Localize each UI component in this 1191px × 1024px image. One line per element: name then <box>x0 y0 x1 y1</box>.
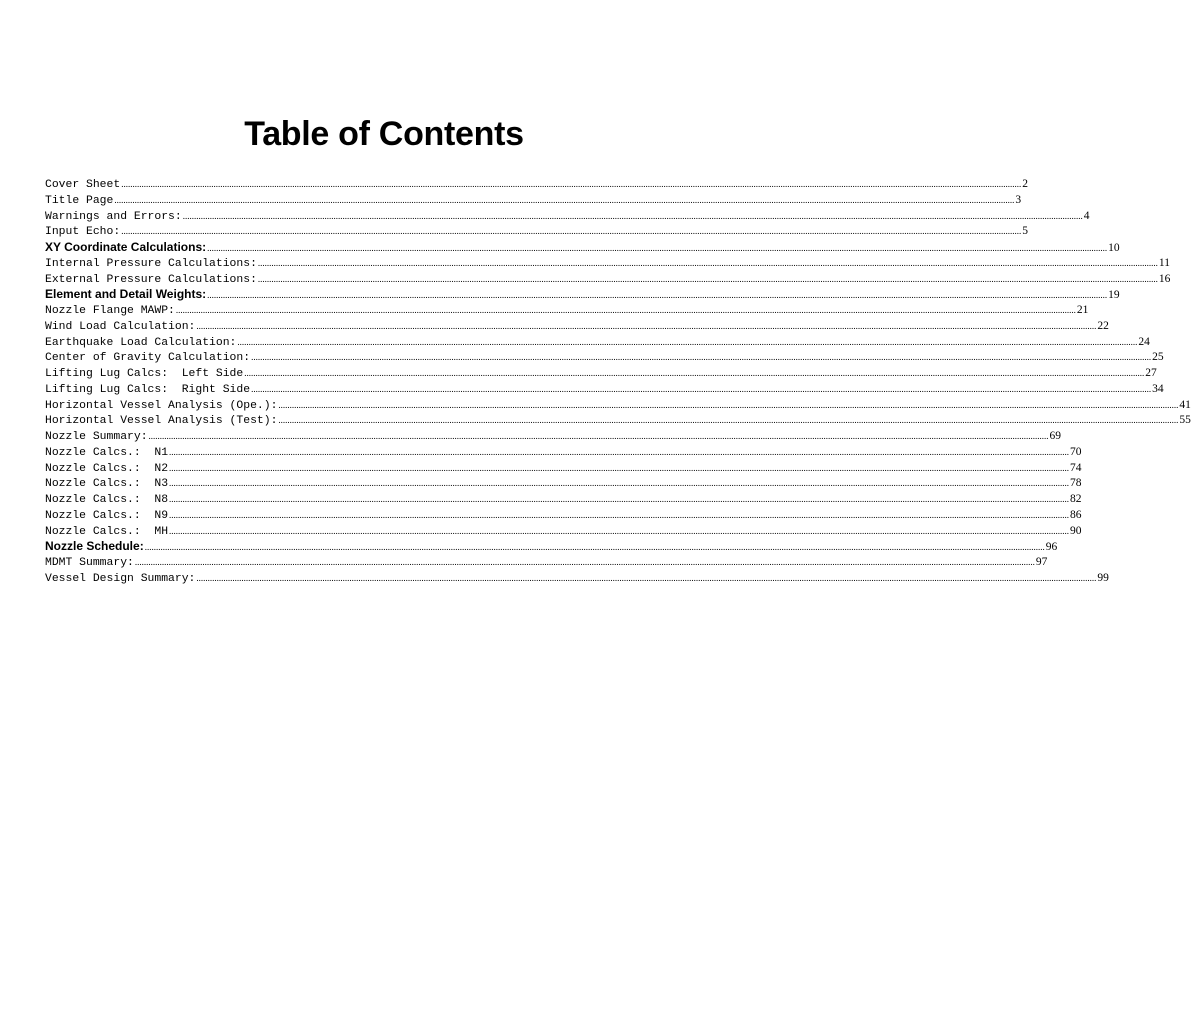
toc-entry-page-number: 25 <box>1152 351 1164 364</box>
toc-dot-leader: ................................................................................................................................................................................................................................................................................................................................................................................................................ <box>169 446 1070 457</box>
toc-entry[interactable] <box>45 350 1164 366</box>
toc-entry-page-number: 69 <box>1049 430 1062 442</box>
toc-dot-leader: ................................................................................................................................................................................................................................................................................................................................................................................................................ <box>169 525 1070 536</box>
toc-entry-page-number: 86 <box>1070 508 1082 521</box>
toc-dot-leader: ................................................................................................................................................................................................................................................................................................................................................................................................................ <box>169 478 1070 489</box>
toc-entry-page-number: 34 <box>1152 382 1164 395</box>
page-title: Table of Contents <box>244 114 524 153</box>
toc-entry-page-number: 10 <box>1108 242 1120 254</box>
toc-entry-label: Cover Sheet <box>45 179 121 191</box>
toc-entry[interactable] <box>45 287 1120 303</box>
toc-entry[interactable] <box>45 177 1028 193</box>
toc-entry-page-number: 16 <box>1158 272 1171 285</box>
toc-entry-page-number: 21 <box>1076 304 1089 316</box>
toc-entry[interactable] <box>45 193 1022 209</box>
toc-dot-leader: ................................................................................................................................................................................................................................................................................................................................................................................................................ <box>251 383 1152 394</box>
toc-entry[interactable] <box>45 524 1082 540</box>
toc-entry[interactable] <box>45 539 1058 555</box>
toc-entry-label: Horizontal Vessel Analysis (Ope.): <box>45 399 278 412</box>
toc-entry-label: Lifting Lug Calcs: Right Side <box>45 383 251 396</box>
toc-entry-label: Lifting Lug Calcs: Left Side <box>45 368 244 380</box>
toc-entry-label: Warnings and Errors: <box>45 210 182 223</box>
toc-entry-page-number: 70 <box>1070 445 1082 458</box>
toc-dot-leader: ................................................................................................................................................................................................................................................................................................................................................................................................................ <box>207 290 1108 301</box>
toc-dot-leader: ................................................................................................................................................................................................................................................................................................................................................................................................................ <box>278 415 1179 426</box>
toc-entry-page-number: 96 <box>1045 541 1058 554</box>
toc-dot-leader: ................................................................................................................................................................................................................................................................................................................................................................................................................ <box>114 194 1015 205</box>
toc-dot-leader: ................................................................................................................................................................................................................................................................................................................................................................................................................ <box>207 243 1108 253</box>
toc-entry-label: Title Page <box>45 194 114 207</box>
toc-dot-leader: ................................................................................................................................................................................................................................................................................................................................................................................................................ <box>169 462 1070 473</box>
toc-entry-label: Nozzle Calcs.: N1 <box>45 446 169 459</box>
toc-dot-leader: ................................................................................................................................................................................................................................................................................................................................................................................................................ <box>257 273 1158 284</box>
toc-entry[interactable] <box>45 272 1171 288</box>
toc-entry-page-number: 90 <box>1070 524 1082 537</box>
toc-dot-leader: ................................................................................................................................................................................................................................................................................................................................................................................................................ <box>237 336 1138 347</box>
toc-entry-label: Nozzle Flange MAWP: <box>45 305 175 317</box>
toc-entry-label: Center of Gravity Calculation: <box>45 352 251 365</box>
toc-dot-leader: ................................................................................................................................................................................................................................................................................................................................................................................................................ <box>278 399 1179 410</box>
toc-dot-leader: ................................................................................................................................................................................................................................................................................................................................................................................................................ <box>169 509 1070 520</box>
toc-entry-page-number: 74 <box>1070 461 1082 474</box>
toc-entry-label: Nozzle Calcs.: N8 <box>45 494 169 506</box>
toc-entry[interactable] <box>45 413 1191 429</box>
toc-entry-label: MDMT Summary: <box>45 557 134 569</box>
toc-dot-leader: ................................................................................................................................................................................................................................................................................................................................................................................................................ <box>144 542 1045 553</box>
toc-entry-label: Nozzle Schedule: <box>45 539 144 554</box>
toc-entry[interactable] <box>45 476 1082 492</box>
toc-entry-label: Element and Detail Weights: <box>45 287 207 302</box>
toc-entry[interactable] <box>45 555 1048 571</box>
toc-entry-page-number: 27 <box>1145 367 1157 379</box>
toc-entry-label: Vessel Design Summary: <box>45 572 196 585</box>
toc-dot-leader: ................................................................................................................................................................................................................................................................................................................................................................................................................ <box>121 179 1022 189</box>
toc-list <box>45 177 1191 587</box>
toc-dot-leader: ................................................................................................................................................................................................................................................................................................................................................................................................................ <box>196 320 1097 331</box>
toc-entry-label: External Pressure Calculations: <box>45 273 257 286</box>
toc-entry[interactable] <box>45 209 1090 225</box>
toc-entry[interactable] <box>45 445 1082 461</box>
toc-entry[interactable] <box>45 429 1062 445</box>
toc-entry[interactable] <box>45 382 1164 398</box>
toc-entry-label: Horizontal Vessel Analysis (Test): <box>45 415 278 428</box>
toc-entry-label: Nozzle Calcs.: N3 <box>45 478 169 491</box>
toc-entry[interactable] <box>45 240 1120 256</box>
toc-entry-page-number: 11 <box>1158 256 1170 269</box>
toc-dot-leader: ................................................................................................................................................................................................................................................................................................................................................................................................................ <box>175 305 1076 315</box>
toc-dot-leader: ................................................................................................................................................................................................................................................................................................................................................................................................................ <box>257 257 1158 268</box>
toc-dot-leader: ................................................................................................................................................................................................................................................................................................................................................................................................................ <box>196 572 1097 583</box>
toc-entry-label: Input Echo: <box>45 226 121 239</box>
toc-entry[interactable] <box>45 492 1082 508</box>
toc-entry-page-number: 22 <box>1097 319 1109 332</box>
toc-entry-label: Nozzle Calcs.: MH <box>45 525 169 538</box>
toc-entry-page-number: 55 <box>1179 414 1191 427</box>
toc-entry[interactable] <box>45 303 1089 319</box>
toc-dot-leader: ................................................................................................................................................................................................................................................................................................................................................................................................................ <box>121 226 1022 237</box>
toc-entry-label: Internal Pressure Calculations: <box>45 257 257 270</box>
toc-entry-label: Wind Load Calculation: <box>45 320 196 333</box>
toc-entry-page-number: 2 <box>1022 178 1028 190</box>
toc-entry-label: Nozzle Calcs.: N9 <box>45 509 169 522</box>
toc-entry-page-number: 97 <box>1035 556 1048 568</box>
toc-entry[interactable] <box>45 256 1170 272</box>
toc-entry[interactable] <box>45 319 1109 335</box>
toc-dot-leader: ................................................................................................................................................................................................................................................................................................................................................................................................................ <box>182 210 1083 221</box>
toc-entry[interactable] <box>45 461 1082 477</box>
toc-entry-page-number: 78 <box>1070 477 1082 490</box>
toc-dot-leader: ................................................................................................................................................................................................................................................................................................................................................................................................................ <box>251 352 1152 363</box>
toc-entry-page-number: 99 <box>1097 571 1109 584</box>
toc-entry-page-number: 4 <box>1083 209 1090 222</box>
toc-entry-page-number: 5 <box>1022 225 1028 238</box>
toc-dot-leader: ................................................................................................................................................................................................................................................................................................................................................................................................................ <box>169 494 1070 504</box>
toc-entry-label: Earthquake Load Calculation: <box>45 336 237 349</box>
toc-entry-page-number: 3 <box>1015 193 1022 206</box>
toc-dot-leader: ................................................................................................................................................................................................................................................................................................................................................................................................................ <box>148 431 1049 441</box>
toc-entry[interactable] <box>45 571 1109 587</box>
toc-entry[interactable] <box>45 398 1191 414</box>
toc-entry-page-number: 82 <box>1070 493 1082 505</box>
toc-entry[interactable] <box>45 335 1150 351</box>
toc-entry-label: Nozzle Summary: <box>45 431 148 443</box>
toc-entry-page-number: 24 <box>1138 335 1150 348</box>
toc-dot-leader: ................................................................................................................................................................................................................................................................................................................................................................................................................ <box>134 557 1035 567</box>
toc-entry-page-number: 41 <box>1179 398 1191 411</box>
toc-entry-page-number: 19 <box>1108 289 1120 302</box>
toc-dot-leader: ................................................................................................................................................................................................................................................................................................................................................................................................................ <box>244 368 1145 378</box>
toc-entry-label: Nozzle Calcs.: N2 <box>45 462 169 475</box>
toc-entry[interactable] <box>45 224 1028 240</box>
toc-entry[interactable] <box>45 508 1082 524</box>
toc-entry-label: XY Coordinate Calculations: <box>45 240 207 254</box>
toc-entry[interactable] <box>45 366 1157 382</box>
